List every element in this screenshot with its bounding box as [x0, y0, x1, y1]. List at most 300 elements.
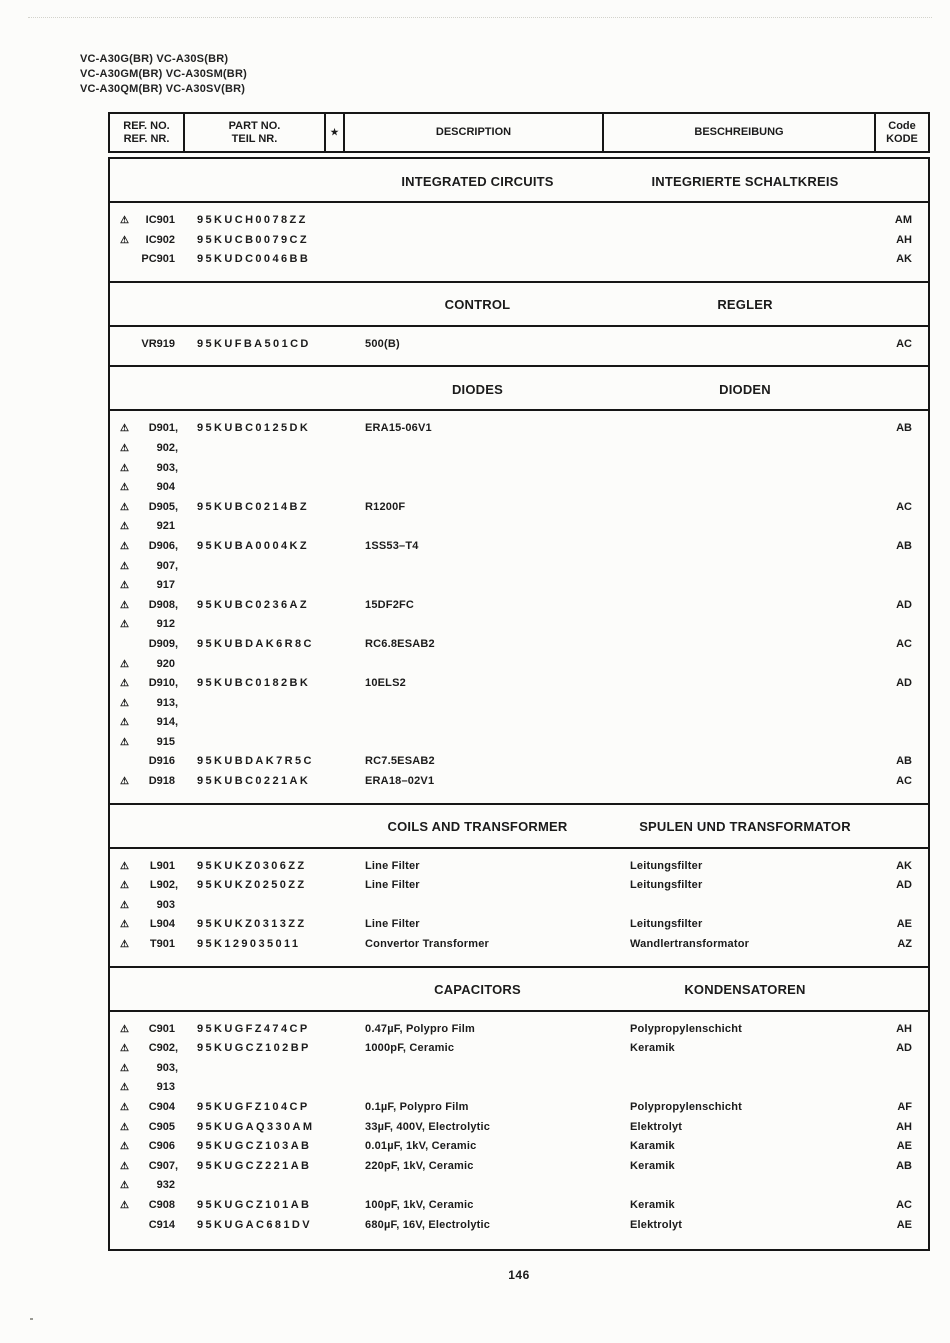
section-rows	[110, 849, 928, 968]
header-part-no-de: TEIL NR.	[231, 132, 278, 145]
section-title-band	[110, 159, 928, 203]
warning-triangle-icon: ⚠	[120, 1141, 129, 1153]
description-text: 1000pF, Ceramic	[365, 1042, 455, 1055]
header-code-en: Code	[888, 119, 916, 132]
ref-comma	[175, 915, 197, 935]
section-title-de: INTEGRIERTE SCHALTKREIS	[651, 173, 839, 189]
part-number: 95KUGAQ330AM	[197, 1120, 315, 1133]
ref-line	[120, 896, 197, 916]
code-value: AC	[896, 337, 912, 350]
warning-triangle-icon: ⚠	[120, 919, 129, 931]
ref-label: L901	[149, 859, 175, 872]
ref-line	[120, 1196, 197, 1216]
parts-section	[110, 283, 928, 368]
ref-comma	[175, 1118, 197, 1138]
model-line: VC-A30GM(BR) VC-A30SM(BR)	[80, 68, 247, 80]
part-row	[110, 1216, 928, 1236]
ref-label: C906	[148, 1140, 175, 1153]
ref-cell	[120, 1157, 197, 1196]
warning-triangle-icon: ⚠	[120, 215, 129, 226]
section-rows	[110, 203, 928, 283]
part-number: 95KUDC0046BB	[197, 253, 311, 266]
description-text: Line Filter	[365, 879, 420, 892]
code-value: AB	[896, 1159, 912, 1172]
beschreibung-text: Keramik	[630, 1198, 675, 1211]
ref-label: D910	[148, 677, 175, 690]
page-number: 146	[508, 1268, 530, 1282]
ref-comma: ,	[175, 637, 179, 650]
ref-comma: ,	[175, 559, 179, 572]
warning-triangle-icon: ⚠	[120, 1023, 129, 1035]
ref-label: 913	[156, 1081, 175, 1094]
section-rows	[110, 1012, 928, 1247]
header-description-label: DESCRIPTION	[435, 126, 512, 138]
warning-triangle-icon: ⚠	[120, 776, 129, 788]
ref-comma	[175, 655, 197, 675]
part-row	[110, 1039, 928, 1098]
warning-triangle-icon: ⚠	[120, 717, 129, 729]
beschreibung-text: Wandlertransformator	[630, 938, 750, 951]
part-row	[110, 1157, 928, 1196]
section-title-en: COILS AND TRANSFORMER	[387, 819, 568, 835]
ref-comma	[175, 615, 197, 635]
ref-label: 932	[156, 1179, 175, 1192]
section-title-en: CONTROL	[444, 297, 511, 313]
ref-comma	[175, 896, 197, 916]
ref-label: C908	[148, 1198, 175, 1211]
ref-comma: ,	[175, 716, 179, 729]
ref-line	[120, 211, 197, 231]
ref-comma: ,	[175, 598, 179, 611]
header-ref-no-de: REF. NR.	[123, 132, 170, 145]
code-value: AC	[896, 637, 912, 650]
ref-line	[120, 1078, 197, 1098]
ref-cell	[120, 419, 197, 497]
description-text: RC6.8ESAB2	[365, 637, 435, 650]
ref-label: T901	[149, 938, 175, 951]
code-value: AE	[896, 1218, 912, 1231]
ref-label: 920	[156, 657, 175, 670]
part-row	[110, 1098, 928, 1118]
header-beschreibung	[604, 114, 876, 151]
ref-cell	[120, 876, 197, 915]
ref-comma	[175, 517, 197, 537]
warning-triangle-icon: ⚠	[120, 521, 129, 533]
ref-cell	[120, 935, 197, 955]
scan-artifact-line	[28, 17, 932, 18]
warning-triangle-icon	[120, 335, 133, 355]
part-number: 95KUKZ0306ZZ	[197, 859, 307, 872]
ref-line	[120, 655, 197, 675]
ref-cell	[120, 635, 197, 674]
ref-line	[120, 231, 197, 251]
code-value: AB	[896, 539, 912, 552]
part-row	[110, 876, 928, 915]
ref-line	[120, 935, 197, 955]
warning-triangle-icon: ⚠	[120, 1180, 129, 1192]
warning-triangle-icon: ⚠	[120, 1121, 129, 1133]
beschreibung-text: Polypropylenschicht	[630, 1022, 742, 1035]
ref-comma	[175, 752, 197, 772]
part-number: 95KUBA0004KZ	[197, 539, 309, 552]
ref-cell	[120, 1039, 197, 1098]
part-row	[110, 596, 928, 635]
ref-label: D906	[148, 539, 175, 552]
ref-cell	[120, 211, 197, 231]
ref-label: 904	[156, 481, 175, 494]
part-number: 95KUGFZ104CP	[197, 1101, 310, 1113]
ref-comma: ,	[175, 696, 179, 709]
warning-triangle-icon: ⚠	[120, 482, 129, 494]
section-rows	[110, 327, 928, 368]
ref-line	[120, 419, 197, 439]
part-row	[110, 635, 928, 674]
section-title-de: REGLER	[717, 297, 773, 313]
header-part-no-en: PART NO.	[228, 119, 281, 132]
warning-triangle-icon	[120, 752, 133, 772]
warning-triangle-icon: ⚠	[120, 1160, 129, 1172]
ref-line	[120, 1059, 197, 1079]
code-value: AD	[896, 598, 912, 611]
ref-line	[120, 694, 197, 714]
ref-cell	[120, 752, 197, 772]
part-row	[110, 1137, 928, 1157]
ref-label: D909	[148, 637, 175, 650]
ref-label: VR919	[141, 337, 175, 350]
ref-cell	[120, 1196, 197, 1216]
warning-triangle-icon: ⚠	[120, 599, 129, 611]
ref-line	[120, 733, 197, 753]
ref-label: 912	[156, 618, 175, 631]
ref-label: D908	[148, 598, 175, 611]
ref-cell	[120, 1216, 197, 1236]
ref-cell	[120, 250, 197, 270]
ref-line	[120, 1157, 197, 1177]
description-text: 0.47µF, Polypro Film	[365, 1022, 475, 1035]
warning-triangle-icon: ⚠	[120, 442, 129, 454]
ref-cell	[120, 1118, 197, 1138]
beschreibung-text: Leitungsfilter	[630, 918, 703, 931]
part-number: 95KUCB0079CZ	[197, 233, 309, 246]
part-number: 95KUKZ0250ZZ	[197, 879, 307, 892]
ref-cell	[120, 915, 197, 935]
description-text: 10ELS2	[365, 677, 406, 690]
ref-comma	[175, 1020, 197, 1040]
header-code	[876, 114, 928, 151]
ref-comma: ,	[175, 539, 179, 552]
model-line: VC-A30QM(BR) VC-A30SV(BR)	[80, 83, 246, 95]
warning-triangle-icon: ⚠	[120, 658, 129, 670]
ref-cell	[120, 1137, 197, 1157]
ref-comma: ,	[175, 879, 179, 892]
ref-line	[120, 674, 197, 694]
warning-triangle-icon: ⚠	[120, 697, 129, 709]
section-title-band	[110, 283, 928, 327]
ref-comma	[175, 935, 197, 955]
code-value: AM	[894, 214, 912, 226]
ref-cell	[120, 498, 197, 537]
ref-comma	[175, 335, 197, 355]
code-value: AF	[897, 1101, 912, 1113]
ref-label: L904	[149, 918, 175, 931]
ref-comma: ,	[175, 422, 179, 435]
ref-line	[120, 576, 197, 596]
ref-cell	[120, 335, 197, 355]
ref-line	[120, 615, 197, 635]
header-part-no	[185, 114, 326, 151]
ref-line	[120, 1176, 197, 1196]
ref-comma	[175, 1216, 197, 1236]
ref-line	[120, 459, 197, 479]
parts-section	[110, 159, 928, 283]
beschreibung-text: Polypropylenschicht	[630, 1101, 742, 1113]
ref-label: C901	[148, 1022, 175, 1035]
code-value: AB	[896, 422, 912, 435]
parts-section	[110, 805, 928, 968]
warning-triangle-icon: ⚠	[120, 560, 129, 572]
header-beschreibung-label: BESCHREIBUNG	[694, 126, 784, 138]
code-value: AH	[896, 1022, 912, 1035]
part-number: 95KUBDAK6R8C	[197, 637, 314, 650]
beschreibung-text: Karamik	[630, 1140, 675, 1153]
part-row	[110, 537, 928, 596]
ref-line	[120, 335, 197, 355]
part-row	[110, 1118, 928, 1138]
ref-line	[120, 1098, 197, 1118]
warning-triangle-icon	[120, 635, 133, 655]
ref-cell	[120, 231, 197, 251]
description-text: 0.01µF, 1kV, Ceramic	[365, 1140, 477, 1153]
description-text: RC7.5ESAB2	[365, 755, 435, 768]
part-number: 95KUGCZ101AB	[197, 1198, 312, 1211]
ref-label: 903	[156, 461, 175, 474]
part-row	[110, 752, 928, 772]
section-title-de: DIODEN	[719, 381, 771, 397]
beschreibung-text: Elektrolyt	[630, 1218, 683, 1231]
table-header	[108, 112, 930, 153]
section-title-band	[110, 968, 928, 1012]
model-line: VC-A30G(BR) VC-A30S(BR)	[80, 53, 229, 65]
beschreibung-text: Leitungsfilter	[630, 859, 703, 872]
description-text: Line Filter	[365, 918, 420, 931]
warning-triangle-icon	[120, 250, 133, 270]
ref-comma	[175, 733, 197, 753]
ref-line	[120, 772, 197, 792]
ref-line	[120, 596, 197, 616]
code-value: AE	[896, 1140, 912, 1153]
table-body	[108, 157, 930, 1251]
ref-label: L902	[149, 879, 175, 892]
part-row	[110, 419, 928, 497]
ref-line	[120, 876, 197, 896]
part-number: 95KUBC0214BZ	[197, 500, 309, 513]
ref-line	[120, 1118, 197, 1138]
ref-label: IC901	[145, 214, 175, 226]
code-value: AK	[896, 859, 912, 872]
description-text: 680µF, 16V, Electrolytic	[365, 1218, 491, 1231]
part-number: 95KUGCZ102BP	[197, 1042, 311, 1055]
ref-comma	[175, 250, 197, 270]
ref-label: D905	[148, 500, 175, 513]
part-row	[110, 250, 928, 270]
ref-line	[120, 1216, 197, 1236]
ref-label: 907	[156, 559, 175, 572]
ref-line	[120, 1020, 197, 1040]
warning-triangle-icon	[120, 1216, 133, 1236]
part-row	[110, 915, 928, 935]
part-number: 95KUBC0125DK	[197, 422, 311, 435]
header-description	[345, 114, 604, 151]
part-number: 95KUBC0236AZ	[197, 598, 309, 611]
ref-line	[120, 557, 197, 577]
ref-comma: ,	[175, 1042, 179, 1055]
part-number: 95KUBC0182BK	[197, 677, 311, 690]
warning-triangle-icon: ⚠	[120, 580, 129, 592]
ref-label: C905	[148, 1120, 175, 1133]
part-number: 95KUFBA501CD	[197, 337, 311, 350]
ref-line	[120, 713, 197, 733]
warning-triangle-icon: ⚠	[120, 423, 129, 435]
warning-triangle-icon: ⚠	[120, 234, 129, 246]
description-text: 100pF, 1kV, Ceramic	[365, 1198, 474, 1211]
ref-comma	[175, 211, 197, 231]
beschreibung-text: Keramik	[630, 1042, 675, 1055]
ref-cell	[120, 772, 197, 792]
ref-cell	[120, 674, 197, 752]
ref-line	[120, 498, 197, 518]
scan-artifact-dot	[30, 1318, 33, 1320]
part-number: 95KUKZ0313ZZ	[197, 918, 307, 931]
ref-cell	[120, 1098, 197, 1118]
warning-triangle-icon: ⚠	[120, 1199, 129, 1211]
code-value: AH	[896, 1120, 912, 1133]
beschreibung-text: Elektrolyt	[630, 1120, 683, 1133]
part-number: 95KUBDAK7R5C	[197, 755, 314, 768]
ref-line	[120, 439, 197, 459]
parts-section	[110, 367, 928, 804]
ref-label: 915	[156, 735, 175, 748]
ref-line	[120, 517, 197, 537]
description-text: Line Filter	[365, 859, 420, 872]
description-text: ERA15-06V1	[365, 422, 432, 435]
ref-comma: ,	[175, 677, 179, 690]
ref-label: 913	[156, 696, 175, 709]
code-value: AD	[896, 1042, 912, 1055]
ref-label: D916	[148, 755, 175, 768]
ref-line	[120, 250, 197, 270]
ref-line	[120, 857, 197, 877]
ref-label: PC901	[141, 253, 175, 266]
warning-triangle-icon: ⚠	[120, 860, 129, 872]
warning-triangle-icon: ⚠	[120, 880, 129, 892]
section-title-de: SPULEN UND TRANSFORMATOR	[639, 819, 851, 835]
code-value: AK	[896, 253, 912, 266]
ref-line	[120, 915, 197, 935]
warning-triangle-icon: ⚠	[120, 1062, 129, 1074]
parts-section	[110, 968, 928, 1247]
model-list	[80, 52, 247, 97]
ref-line	[120, 478, 197, 498]
part-row	[110, 772, 928, 792]
code-value: AD	[896, 677, 912, 690]
section-title-en: INTEGRATED CIRCUITS	[401, 173, 554, 189]
ref-label: 903	[156, 898, 175, 911]
header-ref-no-en: REF. NO.	[123, 119, 170, 132]
warning-triangle-icon: ⚠	[120, 939, 129, 951]
section-title-de: KONDENSATOREN	[684, 982, 806, 998]
part-row	[110, 857, 928, 877]
ref-comma	[175, 857, 197, 877]
ref-comma: ,	[175, 461, 179, 474]
description-text: Convertor Transformer	[365, 938, 490, 951]
description-text: ERA18–02V1	[365, 775, 435, 788]
ref-comma	[175, 231, 197, 251]
part-number: 95KUGCZ221AB	[197, 1159, 312, 1172]
warning-triangle-icon: ⚠	[120, 678, 129, 690]
description-text: 1SS53–T4	[365, 539, 419, 552]
part-number: 95KUGFZ474CP	[197, 1022, 310, 1035]
part-number: 95KUGAC681DV	[197, 1218, 313, 1231]
ref-label: C902	[148, 1042, 175, 1055]
description-text: 15DF2FC	[365, 598, 415, 611]
ref-label: C904	[148, 1101, 175, 1113]
warning-triangle-icon: ⚠	[120, 462, 129, 474]
part-row	[110, 231, 928, 251]
beschreibung-text: Leitungsfilter	[630, 879, 703, 892]
ref-comma: ,	[175, 500, 179, 513]
part-number: 95K129035011	[197, 938, 301, 951]
ref-cell	[120, 537, 197, 596]
warning-triangle-icon: ⚠	[120, 540, 129, 552]
part-row	[110, 498, 928, 537]
ref-label: D918	[148, 775, 175, 788]
ref-comma: ,	[175, 441, 179, 454]
code-value: AC	[896, 1198, 912, 1211]
ref-cell	[120, 596, 197, 635]
description-text: R1200F	[365, 500, 406, 513]
part-number: 95KUCH0078ZZ	[197, 214, 308, 226]
header-star-column	[326, 114, 345, 151]
ref-label: C907	[148, 1159, 175, 1172]
description-text: 220pF, 1kV, Ceramic	[365, 1159, 474, 1172]
warning-triangle-icon: ⚠	[120, 736, 129, 748]
star-icon: ★	[330, 127, 339, 137]
section-title-en: DIODES	[451, 381, 504, 397]
section-title-band	[110, 805, 928, 849]
description-text: 33µF, 400V, Electrolytic	[365, 1120, 491, 1133]
part-number: 95KUBC0221AK	[197, 775, 311, 788]
part-row	[110, 335, 928, 355]
part-row	[110, 1020, 928, 1040]
warning-triangle-icon: ⚠	[120, 1043, 129, 1055]
ref-line	[120, 1039, 197, 1059]
ref-comma: ,	[175, 1159, 179, 1172]
part-row	[110, 674, 928, 752]
warning-triangle-icon: ⚠	[120, 1082, 129, 1094]
ref-line	[120, 1137, 197, 1157]
section-title-en: CAPACITORS	[434, 982, 521, 998]
section-title-band	[110, 367, 928, 411]
ref-comma	[175, 478, 197, 498]
ref-label: 902	[156, 441, 175, 454]
header-code-de: KODE	[886, 132, 918, 145]
ref-label: 921	[156, 520, 175, 533]
warning-triangle-icon: ⚠	[120, 501, 129, 513]
section-rows	[110, 411, 928, 804]
ref-comma	[175, 1176, 197, 1196]
code-value: AD	[896, 879, 912, 892]
ref-comma	[175, 1137, 197, 1157]
